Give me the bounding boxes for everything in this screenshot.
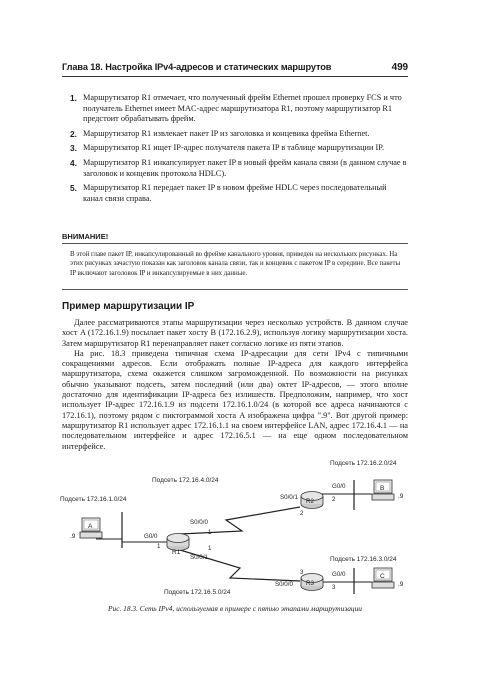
host-a-address: .9 <box>70 533 76 540</box>
r1-s000-address: 1 <box>208 529 212 536</box>
figure-caption: Рис. 18.3. Сеть IPv4, используемая в примере с пятью этапами маршрутизации <box>107 604 363 613</box>
r1-s001-label: S0/0/1 <box>190 554 208 561</box>
r2-s001-address: 2 <box>300 510 304 517</box>
chapter-title: Глава 18. Настройка IPv4-адресов и статических маршрутов <box>62 62 332 72</box>
section-title: Пример маршрутизации IP <box>62 301 195 312</box>
r2-g00-label: G0/0 <box>332 483 346 490</box>
paragraph: На рис. 18.3 приведена типичная схема IP-адресации для сети IPv4 с типичными сокращениями адресов. Если отображать полные IP-адреса для каждого интерфейса маршрутизатора, схема окажется слишком загроможденной. По возможности на рисунках обычно указывают подсеть, затем последний (или два) октет IP-адресов, — этого вполне достаточно для идентификации IP-адреса без излишеств. Предположим, например, что хост использует IP-адрес 172.16.1.9 из подсети 172.16.1.0/24 (в которой все адреса начинаются с 172.16.1), поэтому рядом с пиктограммой хоста A изображена цифра ".9". Вот другой пример: маршрутизатор R1 использует адрес 172.16.1.1 на своем интерфейсе LAN, адрес 172.16.4.1 — на последовательном интерфейсе и адрес 172.16.5.1 — на еще одном последовательном интерфейсе. <box>62 348 408 451</box>
note-body: В этой главе пакет IP, инкапсулированный во фрейме канального уровня, приведен на нескольких рисунках. На этих рисунках зачастую показан как заголовок канала связи, так и концевик с пакетом IP в середине. Все пакеты IP включают заголовок IP и инкапсулируемые в них данные. <box>70 251 401 277</box>
host-a-label: A <box>88 523 93 530</box>
r3-g00-label: G0/0 <box>332 571 346 578</box>
r1-s001-address: 1 <box>208 545 212 552</box>
list-item <box>62 129 408 140</box>
r1-g00-address: 1 <box>157 543 161 550</box>
host-b-label: B <box>380 485 385 492</box>
running-header <box>62 62 408 73</box>
network-diagram <box>60 458 420 598</box>
step-text: Маршрутизатор R1 инкапсулирует пакет IP в новый фрейм канала связи (в данном случае в заголовок и концевик протокола HDLC). <box>83 157 407 178</box>
note-title: ВНИМАНИЕ! <box>62 232 408 244</box>
subnet-1-label: Подсеть 172.16.1.0/24 <box>60 496 127 503</box>
subnet-3-label: Подсеть 172.16.3.0/24 <box>330 556 397 563</box>
section-body <box>62 318 408 452</box>
host-c-address: .9 <box>398 581 404 588</box>
header-rule <box>62 76 408 77</box>
r2-g00-address: 2 <box>332 496 336 503</box>
step-text: Маршрутизатор R1 отмечает, что полученный фрейм Ethernet прошел проверку FCS и что получатель Ethernet имеет MAC-адрес маршрутизатора R1, поэтому маршрутизатор R1 предстоит обрабатывать фрейм. <box>83 93 402 124</box>
step-text: Маршрутизатор R1 передает пакет IP в новом фрейме HDLC через последовательный канал связи справа. <box>83 183 387 203</box>
router-r1-label: R1 <box>172 549 181 556</box>
step-number: 4. <box>70 157 77 168</box>
step-number: 2. <box>70 128 77 139</box>
step-number: 5. <box>70 183 77 194</box>
subnet-5-label: Подсеть 172.16.5.0/24 <box>164 589 231 596</box>
r1-g00-label: G0/0 <box>144 533 158 540</box>
list-item <box>62 143 408 154</box>
router-r3-label: R3 <box>306 580 314 587</box>
routing-steps-list <box>62 93 408 208</box>
paragraph: Далее рассматриваются этапы маршрутизации через несколько устройств. В данном случае хост A (172.16.1.9) посылает пакет хосту B (172.16.2.9), используя логику маршрутизации хоста. Затем маршрутизатор R1 перенаправляет пакет согласно логике из пяти этапов. <box>62 318 408 348</box>
r2-s001-label: S0/0/1 <box>280 494 298 501</box>
page-number: 499 <box>391 62 408 73</box>
router-r1-icon <box>167 534 189 551</box>
list-item <box>62 183 408 204</box>
host-b-address: .9 <box>398 493 404 500</box>
subnet-4-label: Подсеть 172.16.4.0/24 <box>152 477 219 484</box>
note-rule <box>62 289 408 290</box>
r3-s000-label: S0/0/0 <box>275 581 293 588</box>
r1-s000-label: S0/0/0 <box>190 519 208 526</box>
subnet-2-label: Подсеть 172.16.2.0/24 <box>330 460 397 467</box>
step-number: 3. <box>70 143 77 154</box>
host-c-label: C <box>380 573 385 580</box>
r3-s000-address: 3 <box>300 569 304 576</box>
r3-g00-address: 3 <box>332 584 336 591</box>
step-number: 1. <box>70 93 77 103</box>
step-text: Маршрутизатор R1 извлекает пакет IP из заголовка и концевика фрейма Ethernet. <box>83 128 370 138</box>
step-text: Маршрутизатор R1 ищет IP-адрес получателя пакета IP в таблице маршрутизации IP. <box>83 143 385 153</box>
list-item <box>62 158 408 179</box>
router-r2-label: R2 <box>306 498 314 505</box>
list-item <box>62 93 408 125</box>
